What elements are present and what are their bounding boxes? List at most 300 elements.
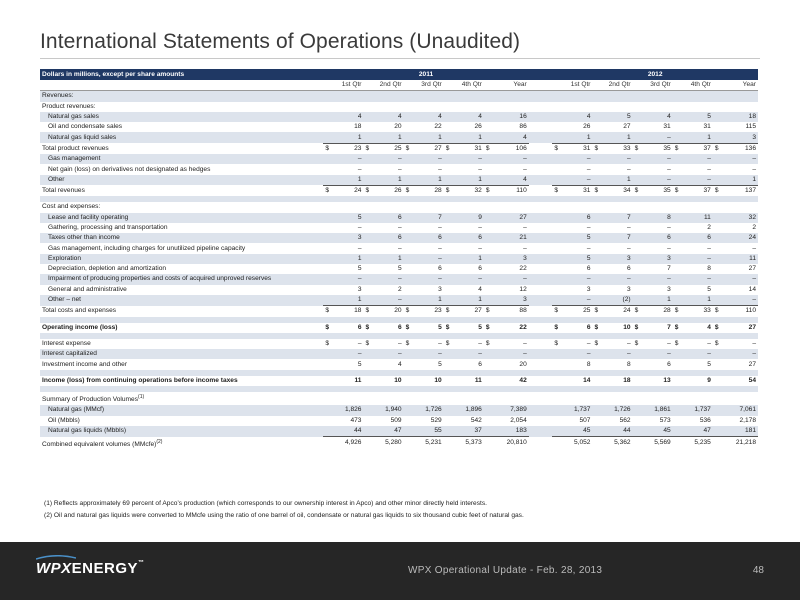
currency-symbol (713, 132, 722, 143)
currency-symbol (363, 274, 372, 284)
cell-value: – (478, 244, 482, 252)
cell-value: – (626, 224, 631, 231)
currency-symbol (673, 295, 682, 306)
cell-value: 1,726 (413, 405, 444, 415)
cell-value: 7,389 (493, 405, 528, 415)
currency-symbol (363, 295, 372, 306)
cell-value: 3 (493, 295, 528, 306)
cell-value: 1,826 (333, 405, 364, 415)
currency-symbol (552, 405, 561, 415)
cell-value (373, 102, 404, 112)
currency-symbol: $ (713, 185, 722, 196)
currency-symbol (444, 213, 453, 223)
table-row (40, 213, 758, 223)
cell-value: 4 (562, 112, 593, 122)
cell-value: 5 (562, 233, 593, 243)
cell-value: – (333, 154, 364, 164)
units-label: Dollars in millions, except per share amounts (40, 69, 323, 80)
cell-value: 14 (583, 376, 591, 384)
cell-value: – (722, 274, 758, 284)
cell-value (562, 102, 593, 112)
cell-value: 13 (663, 376, 671, 384)
currency-symbol (484, 132, 493, 143)
cell-value: 11 (682, 213, 713, 223)
table-row (40, 102, 758, 112)
cell-value: 26 (474, 123, 482, 131)
cell-value: 31 (703, 123, 711, 131)
currency-symbol (323, 426, 332, 437)
currency-symbol (363, 426, 372, 437)
cell-value (642, 392, 673, 405)
cell-value: 2 (707, 224, 711, 231)
cell-value: 1 (413, 295, 444, 306)
cell-value: – (642, 132, 673, 143)
currency-symbol (592, 376, 601, 386)
currency-symbol: $ (634, 339, 639, 347)
cell-value: 5 (478, 323, 482, 331)
currency-symbol (363, 376, 372, 386)
cell-value (413, 91, 444, 102)
cell-value: 27 (748, 360, 756, 368)
cell-value: 45 (562, 426, 593, 437)
currency-symbol: $ (554, 323, 559, 331)
cell-value: – (523, 244, 527, 252)
currency-symbol (552, 213, 561, 223)
row-label-text: Depreciation, depletion and amortization (48, 265, 167, 273)
column-header-row (40, 80, 758, 91)
cell-value: 6 (453, 233, 484, 243)
currency-symbol (713, 91, 722, 102)
cell-value: 4 (413, 112, 444, 122)
currency-symbol (592, 416, 601, 426)
table-row (40, 349, 758, 359)
cell-value: 24 (333, 185, 364, 196)
cell-value: 6 (413, 233, 444, 243)
cell-value: 26 (583, 123, 591, 131)
currency-symbol (404, 102, 413, 112)
currency-symbol (404, 405, 413, 415)
cell-value: 7 (413, 213, 444, 223)
cell-value (642, 202, 673, 212)
currency-symbol (363, 102, 372, 112)
currency-symbol (444, 376, 453, 386)
currency-symbol (484, 426, 493, 437)
currency-symbol (713, 164, 722, 174)
row-label-text: Natural gas liquids (Mbbls) (48, 427, 127, 435)
currency-symbol (713, 437, 722, 450)
currency-symbol (404, 392, 413, 405)
cell-value: – (478, 339, 482, 347)
cell-value: 6 (397, 323, 402, 331)
cell-value: 6 (586, 323, 591, 331)
cell-value: 31 (453, 143, 484, 154)
table-row (40, 295, 758, 306)
currency-symbol (323, 175, 332, 186)
cell-value: – (667, 339, 671, 347)
currency-symbol (444, 359, 453, 369)
currency-symbol (592, 213, 601, 223)
cell-value: 181 (722, 426, 758, 437)
cell-value: – (586, 244, 591, 252)
cell-value: 110 (722, 306, 758, 317)
cell-value: – (642, 175, 673, 186)
currency-symbol (552, 164, 561, 174)
row-label-text: Natural gas (MMcf) (48, 406, 105, 414)
row-label (40, 164, 323, 174)
cell-value: – (722, 154, 758, 164)
currency-symbol: $ (363, 185, 372, 196)
cell-value: – (707, 165, 711, 173)
cell-value: 24 (722, 233, 758, 243)
row-label (40, 233, 323, 243)
currency-symbol (323, 376, 332, 386)
cell-value: 7,061 (722, 405, 758, 415)
currency-symbol (363, 254, 372, 264)
currency-symbol (633, 264, 642, 274)
cell-value: 4 (493, 175, 528, 186)
cell-value: 5 (562, 254, 593, 264)
cell-value: – (642, 154, 673, 164)
cell-value: 573 (659, 416, 671, 424)
cell-value: 18 (354, 123, 362, 131)
cell-value: 1 (453, 254, 484, 264)
cell-value: 27 (493, 213, 528, 223)
cell-value: 1 (413, 175, 444, 186)
cell-value (493, 202, 528, 212)
currency-symbol (484, 295, 493, 306)
currency-symbol: $ (444, 185, 453, 196)
cell-value: – (333, 349, 364, 359)
cell-value: 25 (562, 306, 593, 317)
table-row (40, 154, 758, 164)
cell-value: 10 (394, 376, 402, 384)
currency-symbol (444, 426, 453, 437)
row-label-text: Revenues: (42, 92, 74, 100)
cell-value: – (562, 274, 593, 284)
cell-value: 473 (350, 416, 362, 424)
currency-symbol (444, 112, 453, 122)
cell-value: – (413, 349, 444, 359)
currency-symbol (552, 285, 561, 295)
cell-value (562, 91, 593, 102)
currency-symbol: $ (363, 306, 372, 317)
cell-value: 28 (642, 306, 673, 317)
cell-value: 1 (333, 295, 364, 306)
currency-symbol (633, 112, 642, 122)
currency-symbol (484, 274, 493, 284)
table-row (40, 91, 758, 102)
currency-symbol (323, 112, 332, 122)
page-number: 48 (752, 565, 764, 576)
currency-symbol (633, 132, 642, 143)
cell-value: 5,052 (562, 437, 593, 450)
currency-symbol (673, 426, 682, 437)
currency-symbol (404, 175, 413, 186)
currency-symbol (404, 274, 413, 284)
row-label (40, 359, 323, 369)
currency-symbol: $ (714, 323, 719, 331)
currency-symbol (633, 122, 642, 132)
currency-symbol (633, 213, 642, 223)
currency-symbol (323, 202, 332, 212)
currency-symbol (444, 416, 453, 426)
cell-value (373, 392, 404, 405)
cell-value: – (523, 165, 527, 173)
row-label (40, 295, 323, 306)
row-label (40, 185, 323, 196)
cell-value: 33 (602, 143, 633, 154)
currency-symbol (552, 175, 561, 186)
cell-value: 3 (626, 285, 631, 293)
currency-symbol (404, 202, 413, 212)
cell-value: – (413, 274, 444, 284)
cell-value: 1 (453, 295, 484, 306)
cell-value: 27 (413, 143, 444, 154)
currency-symbol (363, 91, 372, 102)
cell-value: 27 (623, 123, 631, 131)
currency-symbol (444, 295, 453, 306)
currency-symbol (713, 285, 722, 295)
currency-symbol (713, 405, 722, 415)
currency-symbol (484, 112, 493, 122)
cell-value: 5 (357, 360, 362, 368)
currency-symbol (404, 91, 413, 102)
cell-value: 5,280 (373, 437, 404, 450)
currency-symbol (444, 91, 453, 102)
page-title: International Statements of Operations (Unaudited) (40, 30, 521, 53)
table-row (40, 122, 758, 132)
currency-symbol (673, 376, 682, 386)
cell-value: 44 (333, 426, 364, 437)
currency-symbol (404, 164, 413, 174)
cell-value: – (626, 339, 631, 347)
cell-value: 18 (623, 376, 631, 384)
row-label-text: Oil and condensate sales (48, 123, 123, 131)
currency-symbol (592, 154, 601, 164)
cell-value: – (586, 339, 591, 347)
cell-value: – (397, 224, 402, 231)
currency-symbol (404, 437, 413, 450)
currency-symbol (713, 122, 722, 132)
currency-symbol (444, 254, 453, 264)
row-label-text: Total revenues (42, 186, 85, 194)
cell-value: – (722, 295, 758, 306)
cell-value: – (602, 349, 633, 359)
cell-value: – (523, 224, 527, 231)
cell-value: 42 (519, 376, 527, 384)
cell-value: – (707, 244, 711, 252)
currency-symbol (552, 91, 561, 102)
currency-symbol (673, 437, 682, 450)
cell-value: 55 (413, 426, 444, 437)
cell-value: 1 (453, 175, 484, 186)
currency-symbol (323, 243, 332, 253)
currency-symbol: $ (594, 323, 599, 331)
row-label (40, 132, 323, 143)
table-row (40, 264, 758, 274)
cell-value: (2) (602, 295, 633, 306)
cell-value: – (413, 154, 444, 164)
currency-symbol (484, 416, 493, 426)
cell-value: 1 (642, 295, 673, 306)
cell-value: – (642, 274, 673, 284)
currency-symbol (484, 359, 493, 369)
operations-table (40, 69, 758, 450)
cell-value (602, 91, 633, 102)
column-header: 3rd Qtr (642, 80, 673, 91)
currency-symbol (363, 132, 372, 143)
currency-symbol (363, 223, 372, 233)
cell-value: 5,373 (453, 437, 484, 450)
currency-symbol (323, 359, 332, 369)
currency-symbol (323, 102, 332, 112)
cell-value: – (397, 165, 402, 173)
currency-symbol (363, 154, 372, 164)
cell-value (642, 91, 673, 102)
cell-value (493, 102, 528, 112)
cell-value: – (562, 295, 593, 306)
cell-value (493, 392, 528, 405)
currency-symbol: $ (674, 323, 679, 331)
currency-symbol (404, 426, 413, 437)
currency-symbol: $ (714, 339, 719, 347)
row-label (40, 416, 323, 426)
currency-symbol (444, 233, 453, 243)
row-label (40, 202, 323, 212)
cell-value: 37 (682, 143, 713, 154)
currency-symbol (323, 392, 332, 405)
row-label-text: Oil (Mbbls) (48, 416, 80, 424)
cell-value: – (453, 154, 484, 164)
currency-symbol: $ (444, 143, 453, 154)
table-row (40, 437, 758, 450)
cell-value: 1 (453, 132, 484, 143)
currency-symbol (444, 243, 453, 253)
currency-symbol: $ (404, 143, 413, 154)
currency-symbol (633, 233, 642, 243)
currency-symbol (484, 122, 493, 132)
currency-symbol (633, 405, 642, 415)
currency-symbol (673, 132, 682, 143)
currency-symbol (713, 376, 722, 386)
currency-symbol: $ (445, 323, 450, 331)
cell-value (722, 91, 758, 102)
cell-value: 27 (748, 323, 756, 331)
currency-symbol (444, 202, 453, 212)
currency-symbol (444, 264, 453, 274)
cell-value: 1,737 (562, 405, 593, 415)
currency-symbol (404, 223, 413, 233)
cell-value: 11 (474, 376, 482, 384)
cell-value (413, 202, 444, 212)
currency-symbol: $ (444, 306, 453, 317)
row-label (40, 243, 323, 253)
currency-symbol (323, 274, 332, 284)
cell-value: – (493, 349, 528, 359)
currency-symbol (404, 295, 413, 306)
currency-symbol: $ (552, 185, 561, 196)
row-label (40, 91, 323, 102)
cell-value: 23 (413, 306, 444, 317)
row-label-text: Impairment of producing properties and costs of acquired unproved reserves (48, 275, 272, 283)
cell-value: 8 (586, 360, 591, 368)
currency-symbol (713, 233, 722, 243)
currency-symbol (592, 359, 601, 369)
currency-symbol (673, 154, 682, 164)
row-label (40, 254, 323, 264)
table-row (40, 274, 758, 284)
row-label (40, 323, 323, 333)
table-row (40, 164, 758, 174)
row-label-text: Total costs and expenses (42, 307, 117, 315)
currency-symbol (633, 243, 642, 253)
table-row (40, 392, 758, 405)
cell-value: 3 (438, 285, 442, 293)
currency-symbol (484, 437, 493, 450)
currency-symbol (363, 349, 372, 359)
currency-symbol (592, 285, 601, 295)
currency-symbol: $ (634, 323, 639, 331)
currency-symbol (633, 349, 642, 359)
row-label (40, 223, 323, 233)
row-label (40, 213, 323, 223)
row-label-text: Product revenues: (42, 102, 96, 110)
table-row (40, 223, 758, 233)
currency-symbol: $ (633, 306, 642, 317)
row-label (40, 376, 323, 386)
currency-symbol: $ (365, 339, 370, 347)
footer-caption: WPX Operational Update - Feb. 28, 2013 (408, 565, 603, 576)
currency-symbol (404, 213, 413, 223)
row-label-text: Net gain (loss) on derivatives not designated as hedges (48, 165, 211, 173)
cell-value: 4 (707, 323, 711, 331)
table-row (40, 376, 758, 386)
currency-symbol: $ (485, 323, 490, 331)
currency-symbol (363, 175, 372, 186)
cell-value (602, 102, 633, 112)
currency-symbol (633, 102, 642, 112)
currency-symbol (363, 359, 372, 369)
currency-symbol (552, 254, 561, 264)
currency-symbol (592, 426, 601, 437)
cell-value: – (373, 154, 404, 164)
cell-value: 7 (667, 323, 671, 331)
currency-symbol (552, 359, 561, 369)
cell-value: 1 (373, 254, 404, 264)
cell-value: 2,054 (510, 416, 527, 424)
currency-symbol (673, 274, 682, 284)
currency-symbol (673, 254, 682, 264)
cell-value: 115 (745, 123, 756, 131)
cell-value: 3 (602, 254, 633, 264)
row-label-text: Total product revenues (42, 144, 109, 152)
row-label (40, 405, 323, 415)
cell-value: 5 (397, 265, 402, 273)
cell-value: 21 (493, 233, 528, 243)
currency-symbol (552, 132, 561, 143)
currency-symbol (633, 392, 642, 405)
currency-symbol (633, 295, 642, 306)
cell-value: 45 (642, 426, 673, 437)
cell-value: 5,362 (602, 437, 633, 450)
currency-symbol (713, 223, 722, 233)
cell-value: – (667, 165, 671, 173)
currency-symbol (444, 274, 453, 284)
currency-symbol (484, 243, 493, 253)
footnote-2: (2) Oil and natural gas liquids were converted to MMcfe using the ratio of one barrel of oil, condensate or natural gas liquids to six thousand cubic feet of natural gas. (44, 512, 524, 519)
column-header: 1st Qtr (333, 80, 364, 91)
cell-value: – (397, 244, 402, 252)
